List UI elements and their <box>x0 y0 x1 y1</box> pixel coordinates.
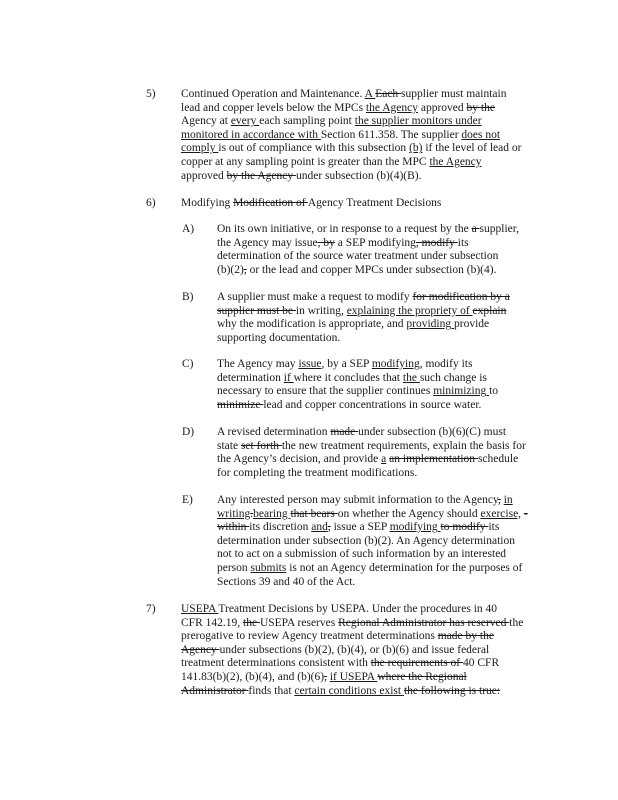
text-line <box>217 508 528 522</box>
inserted-text: the Agency <box>365 101 418 114</box>
text-run: in writing, <box>295 304 347 317</box>
text-line <box>217 318 510 332</box>
text-run: under subsection (b)(4)(B). <box>295 169 422 182</box>
inserted-text: modifying <box>389 521 441 534</box>
deleted-text: , <box>497 494 501 506</box>
deleted-text: the following is true: <box>403 684 501 697</box>
text-line <box>217 453 526 467</box>
text-line <box>217 385 498 399</box>
text-run: person <box>217 561 251 574</box>
text-line <box>181 142 521 156</box>
text-run: under subsection (b)(6)(C) must <box>358 426 507 438</box>
text-line <box>181 603 523 617</box>
text-run: the Agency may issue <box>217 236 318 249</box>
deleted-text: minimize <box>217 398 264 411</box>
inserted-text: providing <box>406 318 454 331</box>
deleted-text: made by the <box>437 630 494 643</box>
text-run: lead and copper concentrations in source water. <box>263 398 482 411</box>
text-run: under subsections (b)(2), (b)(4), or (b)(6) and issue federal <box>219 643 490 656</box>
text-run: why the modification is appropriate, and <box>217 318 407 331</box>
deleted-text: , modify <box>415 236 458 249</box>
text-run: the <box>509 616 524 629</box>
text-run: USEPA reserves <box>259 616 339 629</box>
text-run: supporting documentation. <box>217 331 341 344</box>
text-run: Continued Operation and Maintenance. <box>181 88 365 100</box>
text-line <box>217 426 526 440</box>
item-6a-text <box>217 223 519 277</box>
text-run: , modify its <box>419 358 473 370</box>
text-run: determination of the source water treatment under subsection <box>217 250 499 263</box>
item-6d-text <box>217 426 526 480</box>
deleted-text: that bears <box>290 507 338 520</box>
text-line <box>217 535 528 549</box>
deleted-text: the <box>243 616 260 629</box>
text-run: determination <box>217 371 284 384</box>
item-7-text <box>181 603 523 698</box>
text-line <box>217 548 528 562</box>
item-6e-number: E) <box>182 494 193 506</box>
inserted-text: writing <box>217 507 251 520</box>
inserted-text: the <box>402 371 420 384</box>
text-line <box>217 372 498 386</box>
text-run: finds that <box>248 684 295 697</box>
deleted-text: a <box>471 223 480 235</box>
inserted-text: and <box>311 521 328 534</box>
text-line <box>217 358 498 372</box>
text-run: not to act on a submission of such information by an interested <box>217 548 507 561</box>
text-run: a SEP modifying <box>334 236 416 249</box>
text-run: issue a SEP <box>330 521 390 534</box>
item-6c-number: C) <box>182 358 194 370</box>
text-line <box>217 399 498 413</box>
inserted-text: the Agency <box>429 155 482 168</box>
text-line <box>181 644 523 658</box>
deleted-text: explain <box>472 304 507 317</box>
text-line <box>181 617 523 631</box>
text-run: the new treatment requirements, explain the basis for <box>281 439 526 452</box>
deleted-text: Modification of <box>233 197 308 209</box>
deleted-text: . <box>250 507 254 520</box>
text-run: treatment determinations consistent with <box>181 657 371 670</box>
text-run: or the lead and copper MPCs under subsection (b)(4). <box>246 263 497 276</box>
deleted-text: the requirements of <box>370 657 464 670</box>
item-5-text <box>181 88 521 183</box>
inserted-text: the supplier monitors under <box>354 115 482 128</box>
inserted-text: modifying <box>371 358 420 370</box>
text-line <box>181 630 523 644</box>
inserted-text: USEPA <box>181 603 219 615</box>
text-line <box>217 562 528 576</box>
text-line <box>217 237 519 251</box>
deleted-text: to modify <box>440 521 489 534</box>
deleted-text: made <box>330 426 359 438</box>
text-run: is not an Agency determination for the purposes of <box>286 561 523 574</box>
text-run: copper at any sampling point is greater than the MPC <box>181 155 430 168</box>
deleted-text: supplier must be <box>217 304 296 317</box>
deleted-text: by the <box>466 101 495 114</box>
inserted-text: (b) <box>409 142 423 155</box>
deleted-text: where the Regional <box>377 670 467 683</box>
text-run: Agency Treatment Decisions <box>307 197 442 209</box>
text-line <box>217 521 528 535</box>
text-line <box>217 305 510 319</box>
inserted-text: certain conditions exist <box>294 684 404 697</box>
text-line <box>181 685 523 699</box>
deleted-text: Regional Administrator has reserved <box>338 616 510 629</box>
item-6e-text <box>217 494 528 589</box>
inserted-text: if <box>283 371 294 384</box>
deleted-text: for modification by a <box>412 291 510 303</box>
text-run: 141.83(b)(2), (b)(4), and (b)(6) <box>181 670 325 683</box>
text-run: schedule <box>477 453 519 466</box>
item-6d-number: D) <box>182 426 195 438</box>
text-run: provide <box>454 318 490 331</box>
deleted-text: , <box>327 521 331 534</box>
text-run: state <box>217 439 241 452</box>
text-run: prerogative to review Agency treatment determinations <box>181 630 438 643</box>
item-6-text <box>181 197 441 211</box>
inserted-text: submits <box>250 561 287 574</box>
text-run: its discretion <box>249 521 312 534</box>
text-line <box>181 88 521 102</box>
text-line <box>217 332 510 346</box>
text-run: approved <box>417 101 467 114</box>
deleted-text: Administrator <box>181 684 249 697</box>
text-run: Sections 39 and 40 of the Act. <box>217 575 356 588</box>
inserted-text: if USEPA <box>329 670 378 683</box>
inserted-text: in <box>503 494 513 506</box>
deleted-text: , <box>324 670 327 683</box>
item-5-number: 5) <box>146 88 156 100</box>
inserted-text: a <box>381 453 387 466</box>
text-line <box>181 170 521 184</box>
text-run: to <box>489 385 499 398</box>
text-run: on whether the Agency should <box>337 507 481 520</box>
text-line <box>181 197 441 211</box>
deleted-text: Each <box>375 88 402 100</box>
text-line <box>181 129 521 143</box>
text-run: determination under subsection (b)(2). An Agency determination <box>217 534 515 547</box>
item-7-number: 7) <box>146 603 156 615</box>
deleted-text: , by <box>317 236 335 249</box>
deleted-text: Agency <box>181 643 220 656</box>
text-line <box>181 102 521 116</box>
text-run: The Agency may <box>217 358 299 370</box>
text-run: Agency at <box>181 115 231 128</box>
text-line <box>217 467 526 481</box>
text-line <box>217 576 528 590</box>
text-line <box>181 671 523 685</box>
text-run: (b)(2) <box>217 263 244 276</box>
text-run: 40 CFR <box>463 657 500 670</box>
text-run: , by a SEP <box>321 358 372 370</box>
deleted-text: - <box>523 507 528 520</box>
text-run: supplier must maintain <box>401 88 507 100</box>
item-6b-text <box>217 291 510 345</box>
text-run: its <box>457 236 469 249</box>
text-run: where it concludes that <box>293 371 403 384</box>
inserted-text: comply <box>181 142 219 155</box>
inserted-text: minimizing <box>433 385 490 398</box>
item-6-number: 6) <box>146 197 156 209</box>
text-run: the Agency’s decision, and provide <box>217 453 382 466</box>
inserted-text: every <box>230 115 260 128</box>
item-6b-number: B) <box>182 291 194 303</box>
text-line <box>217 223 519 237</box>
text-run: approved <box>181 169 227 182</box>
text-run: its <box>488 521 500 534</box>
text-line <box>181 115 521 129</box>
text-run: Treatment Decisions by USEPA. Under the procedures in 40 <box>218 603 498 615</box>
inserted-text: exercise, <box>480 507 522 520</box>
text-run: lead and copper levels below the MPCs <box>181 101 366 114</box>
text-run: such change is <box>419 371 487 384</box>
inserted-text: A <box>364 88 376 100</box>
text-run: is out of compliance with this subsection <box>218 142 410 155</box>
inserted-text: monitored in accordance with <box>181 128 321 141</box>
deleted-text: , <box>243 263 247 276</box>
text-line <box>217 250 519 264</box>
item-6a-number: A) <box>182 223 195 235</box>
text-run: Modifying <box>181 197 234 209</box>
text-run: supplier, <box>479 223 520 235</box>
text-line <box>217 440 526 454</box>
text-run: CFR 142.19, <box>181 616 243 629</box>
text-line <box>181 156 521 170</box>
text-run: each sampling point <box>259 115 355 128</box>
text-run: Section 611.358. The supplier <box>320 128 462 141</box>
inserted-text: does not <box>461 128 501 141</box>
text-run: if the level of lead or <box>422 142 522 155</box>
deleted-text: set forth <box>240 439 282 452</box>
text-run: Any interested person may submit information to the Agency <box>217 494 498 506</box>
text-line <box>217 291 510 305</box>
inserted-text: explaining the propriety of <box>346 304 473 317</box>
text-run: A revised determination <box>217 426 331 438</box>
text-line <box>181 657 523 671</box>
deleted-text: within <box>217 521 250 534</box>
deleted-text: an implementation <box>389 453 478 466</box>
text-run: necessary to ensure that the supplier continues <box>217 385 434 398</box>
text-run: A supplier must make a request to modify <box>217 291 413 303</box>
text-run: for completing the treatment modifications. <box>217 466 418 479</box>
inserted-text: bearing <box>253 507 291 520</box>
item-6c-text <box>217 358 498 412</box>
deleted-text: by the Agency <box>226 169 296 182</box>
text-line <box>217 494 528 508</box>
text-line <box>217 264 519 278</box>
inserted-text: issue <box>298 358 322 370</box>
text-run: On its own initiative, or in response to a request by the <box>217 223 472 235</box>
